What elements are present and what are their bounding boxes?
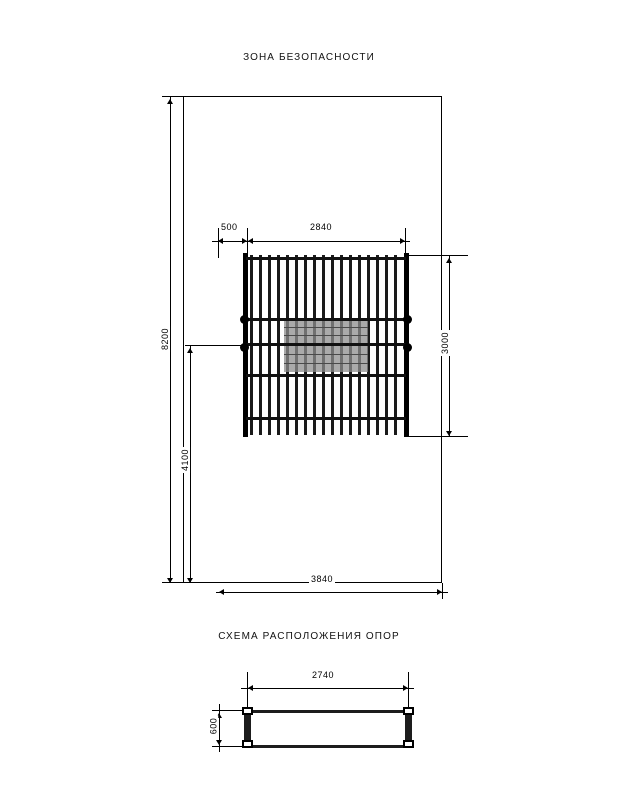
dim-arrow-2740-left (248, 685, 253, 691)
support-footing-left-top (242, 707, 253, 715)
support-footing-right-top (403, 707, 414, 715)
dim-label-2840: 2840 (310, 222, 333, 232)
dim-label-2740: 2740 (312, 670, 335, 680)
dim-label-3840: 3840 (311, 574, 334, 584)
support-beam-bottom (244, 745, 412, 748)
page-title-safety-zone: ЗОНА БЕЗОПАСНОСТИ (243, 52, 375, 63)
dim-ext-600-bottom (212, 746, 244, 747)
dim-line-2740 (241, 688, 414, 689)
dim-label-4100: 4100 (180, 448, 191, 472)
dim-arrow-600-bottom (216, 740, 222, 745)
dim-label-8200: 8200 (160, 327, 171, 351)
dim-label-3000: 3000 (440, 331, 451, 355)
dim-ext-600-top (212, 710, 244, 711)
dim-arrow-2740-right (403, 685, 408, 691)
support-footing-right-bottom (403, 740, 414, 748)
dim-label-600: 600 (208, 717, 219, 735)
support-beam-top (244, 710, 412, 713)
dim-ext-2740-right (408, 672, 409, 708)
page-title-supports-scheme: СХЕМА РАСПОЛОЖЕНИЯ ОПОР (218, 631, 400, 642)
dim-label-500: 500 (221, 222, 238, 232)
